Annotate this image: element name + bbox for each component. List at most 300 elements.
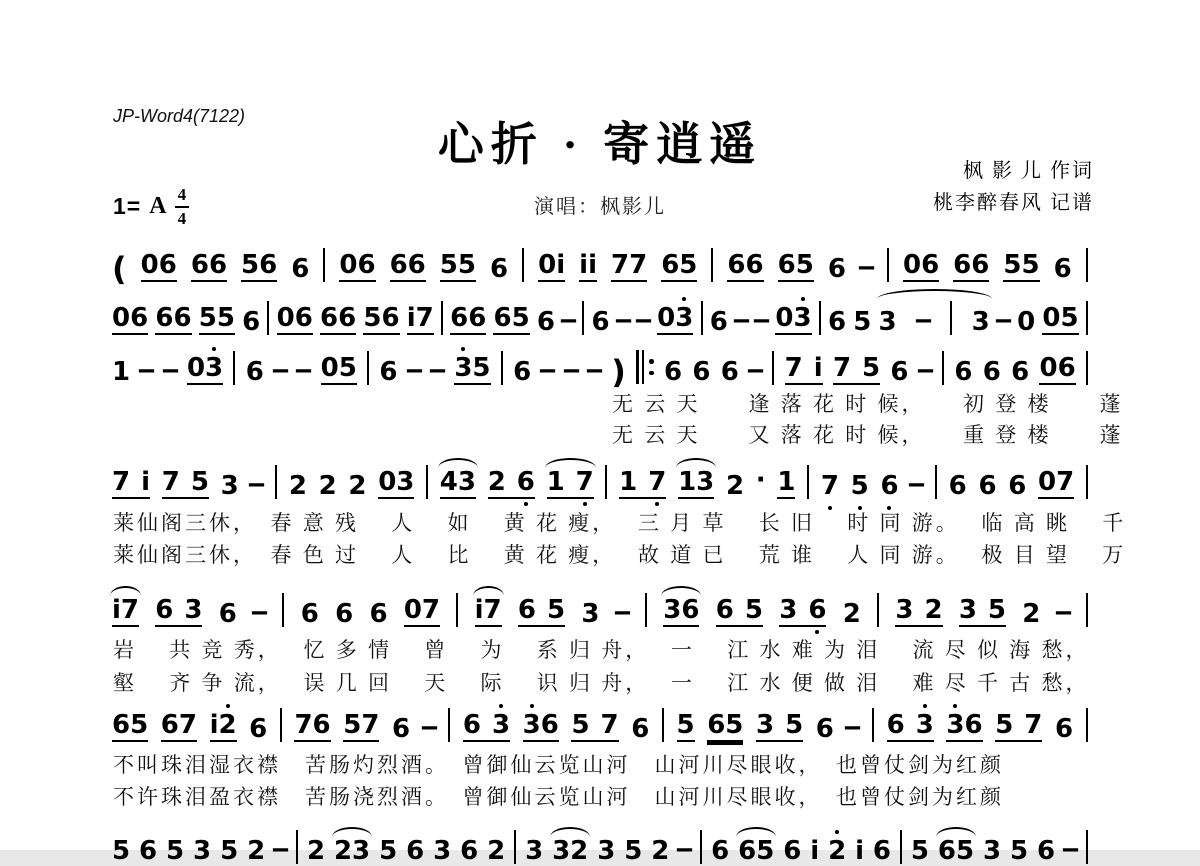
note-token <box>433 838 451 864</box>
note-token <box>1017 309 1035 335</box>
note-token <box>880 473 898 499</box>
note-char: 3 <box>916 712 934 738</box>
note-char: 6 <box>692 357 711 387</box>
note-token <box>954 359 972 385</box>
note-token <box>657 305 693 335</box>
note-char: 2 <box>1022 599 1041 629</box>
note-char: 7 <box>178 710 197 740</box>
note-token <box>915 355 936 385</box>
note-token <box>112 359 130 385</box>
octave-dot-above <box>226 704 230 708</box>
note-token <box>363 305 399 335</box>
note-char: 1 <box>678 467 697 497</box>
barline <box>1086 830 1088 864</box>
note-token <box>895 597 942 627</box>
note-token <box>538 252 565 282</box>
note-token <box>663 597 699 627</box>
barline <box>456 593 458 627</box>
note-token <box>343 712 379 742</box>
barline <box>233 351 235 385</box>
note-char: 7 <box>784 353 803 383</box>
note-token <box>379 359 397 385</box>
note-char: 6 <box>291 254 310 284</box>
note-token <box>162 469 209 499</box>
note-char: · <box>755 465 766 495</box>
note-char: 3 <box>982 836 1002 866</box>
note-char: 7 <box>361 710 380 740</box>
note-char: 6 <box>745 250 764 280</box>
note-char: 6 <box>218 599 237 629</box>
barline <box>448 708 450 742</box>
note-char: 0 <box>1039 353 1058 383</box>
tie-group <box>879 301 990 335</box>
note-token <box>597 838 615 864</box>
note-char: 7 <box>611 250 630 280</box>
note-token <box>911 838 929 864</box>
repeat-bar <box>636 350 639 384</box>
note-char: – <box>906 469 927 499</box>
singer-line: 演唱：枫影儿 <box>534 196 666 218</box>
note-token <box>440 469 476 499</box>
note-token <box>294 355 314 385</box>
note-char: – <box>612 597 632 627</box>
repeat-start-sign <box>636 349 654 385</box>
barline <box>942 351 944 385</box>
note-token <box>581 601 599 627</box>
note-char: 3 <box>895 595 914 625</box>
note-char: – <box>993 305 1014 335</box>
note-char: 6 <box>937 836 956 866</box>
note-token <box>710 309 728 335</box>
note-token <box>348 473 366 499</box>
note-token <box>1060 834 1081 864</box>
note-token <box>611 252 647 282</box>
note-char: 3 <box>492 712 510 738</box>
note-token <box>751 305 772 335</box>
barline <box>701 301 703 335</box>
note-char: 6 <box>335 599 354 629</box>
note-token <box>270 355 291 385</box>
note-char: – <box>1060 834 1081 864</box>
note-char: 2 <box>487 467 506 497</box>
note-char: 0 <box>140 250 159 280</box>
note-token <box>112 305 148 335</box>
barline <box>950 301 952 335</box>
note-char: 0 <box>186 353 206 383</box>
note-char: 6 <box>493 303 512 333</box>
barline <box>267 301 269 335</box>
note-char: 3 <box>193 836 212 866</box>
note-token <box>810 838 819 864</box>
note-token <box>571 712 618 742</box>
note-char: 7 <box>629 250 648 280</box>
note-token <box>906 469 927 499</box>
note-char: – <box>561 355 581 385</box>
repeat-dots <box>649 359 654 375</box>
lyric-line: 无 云 天 又 落 花 时 候， 重 登 楼 蓬 <box>612 423 1124 447</box>
song-title: 心折 · 寄逍遥 <box>437 119 763 170</box>
note-token <box>1039 355 1075 385</box>
note-char: 6 <box>312 710 331 740</box>
note-char: – <box>1053 597 1073 627</box>
note-char: 7 <box>415 303 434 333</box>
note-char: 3 <box>352 836 371 866</box>
note-char: 5 <box>679 250 698 280</box>
note-char: 6 <box>953 250 972 280</box>
note-char: 5 <box>744 595 763 625</box>
note-token <box>270 834 291 864</box>
note-char: 3 <box>779 595 798 625</box>
note-char: 6 <box>249 714 268 744</box>
slur-arc <box>936 827 976 837</box>
note-token <box>537 309 555 335</box>
barline <box>282 593 284 627</box>
note-char: 5 <box>910 836 929 866</box>
note-char: 5 <box>457 250 476 280</box>
note-char: 3 <box>220 471 239 501</box>
note-char: 3 <box>581 599 600 629</box>
barline <box>296 830 298 864</box>
note-char: i <box>556 250 566 280</box>
note-token <box>592 309 610 335</box>
barline <box>367 351 369 385</box>
note-token <box>816 716 834 742</box>
note-char: 6 <box>468 303 487 333</box>
note-char: 6 <box>872 836 892 866</box>
note-char: 6 <box>971 250 990 280</box>
note-char: 6 <box>663 357 683 387</box>
note-char: 2 <box>725 471 745 501</box>
note-token <box>487 838 505 864</box>
note-char: 6 <box>460 836 479 866</box>
note-token <box>873 838 891 864</box>
note-token <box>339 252 375 282</box>
note-token <box>903 252 939 282</box>
note-char: 4 <box>439 467 458 497</box>
note-token <box>220 838 238 864</box>
note-token <box>756 712 803 742</box>
note-token <box>853 309 871 335</box>
note-token <box>187 355 223 385</box>
note-token <box>440 252 476 282</box>
note-char: 6 <box>783 836 802 866</box>
note-char: – <box>270 355 291 385</box>
music-line-2 <box>112 293 1088 335</box>
note-char: 6 <box>130 303 149 333</box>
note-char: 6 <box>392 714 411 744</box>
note-token <box>419 712 439 742</box>
barline <box>662 708 664 742</box>
note-token <box>379 838 397 864</box>
note-char: 0 <box>276 303 295 333</box>
note-char: 3 <box>675 305 693 331</box>
note-char: 3 <box>696 467 715 497</box>
note-char: – <box>137 355 157 385</box>
barline <box>819 301 821 335</box>
note-char: 3 <box>552 836 571 866</box>
note-char: 2 <box>288 471 307 501</box>
note-token <box>155 305 191 335</box>
note-token <box>692 359 710 385</box>
barline <box>1086 351 1088 385</box>
note-token <box>678 469 714 499</box>
note-char: 6 <box>827 307 847 337</box>
note-char: 6 <box>517 469 535 495</box>
note-token <box>664 359 682 385</box>
note-token <box>953 252 989 282</box>
note-char: – <box>674 834 695 864</box>
note-char: 3 <box>793 305 811 331</box>
note-char: 5 <box>190 467 209 497</box>
note-char: 2 <box>828 838 846 864</box>
note-token <box>677 712 695 742</box>
note-char: 5 <box>338 353 357 383</box>
note-char: – <box>247 469 267 499</box>
music-line-1 <box>112 240 1088 289</box>
note-token <box>493 305 529 335</box>
note-char: 0 <box>538 250 557 280</box>
note-token <box>624 838 642 864</box>
note-char: 6 <box>738 836 757 866</box>
note-token <box>674 834 695 864</box>
note-char: 5 <box>546 595 566 625</box>
note-token <box>938 838 974 864</box>
note-char: 6 <box>139 836 158 866</box>
note-char: – <box>294 355 314 385</box>
barline <box>807 465 809 499</box>
note-token <box>547 469 594 499</box>
note-char: – <box>404 355 424 385</box>
note-token <box>1042 305 1078 335</box>
note-token <box>518 597 565 627</box>
note-char: 6 <box>631 714 650 744</box>
note-char: 5 <box>785 710 804 740</box>
note-char: 6 <box>661 250 680 280</box>
note-token <box>249 597 270 627</box>
barline <box>887 248 889 282</box>
barline <box>441 301 443 335</box>
note-token <box>247 469 267 499</box>
note-char: 0 <box>378 467 397 497</box>
note-char: i <box>474 595 484 625</box>
key-label: 1= <box>113 192 142 219</box>
note-token <box>450 305 486 335</box>
note-char: 3 <box>523 712 541 738</box>
barline <box>700 830 702 864</box>
barline <box>323 248 325 282</box>
slur-arc <box>332 827 372 837</box>
note-token <box>160 355 180 385</box>
note-token <box>828 838 846 864</box>
note-token <box>777 469 795 499</box>
note-char: 5 <box>795 250 814 280</box>
note-char: – <box>731 305 752 335</box>
note-char: 0 <box>112 303 131 333</box>
note-char: 5 <box>363 303 382 333</box>
note-char: 5 <box>995 710 1014 740</box>
octave-dot-above <box>530 704 534 708</box>
note-token <box>959 597 1006 627</box>
slur-arc <box>661 586 701 596</box>
note-char: 6 <box>711 836 730 866</box>
barline <box>772 351 774 385</box>
note-token <box>139 838 157 864</box>
note-token <box>289 473 307 499</box>
note-char: 5 <box>379 836 398 866</box>
note-token <box>711 838 729 864</box>
note-token <box>887 712 934 742</box>
note-char: 6 <box>155 595 174 625</box>
note-char: 6 <box>1053 254 1072 284</box>
note-token <box>972 309 990 335</box>
repeat-dot <box>649 359 654 364</box>
note-token <box>716 597 763 627</box>
slur-arc <box>545 458 596 468</box>
note-token <box>390 252 426 282</box>
note-char: – <box>915 355 936 385</box>
note-char: 5 <box>1010 836 1029 866</box>
note-token <box>949 473 967 499</box>
note-char: 6 <box>450 303 469 333</box>
note-token <box>1054 256 1072 282</box>
note-token <box>552 838 588 864</box>
note-char: – <box>913 305 933 335</box>
note-char: 3 <box>396 467 415 497</box>
note-token <box>523 712 559 742</box>
note-char: – <box>633 305 654 335</box>
music-line-4 <box>112 457 1088 499</box>
note-token <box>855 838 864 864</box>
note-token <box>731 305 752 335</box>
note-char: – <box>419 712 439 742</box>
note-char: 5 <box>220 836 239 866</box>
note-char: i <box>112 595 121 625</box>
note-token <box>661 252 697 282</box>
barline <box>1086 708 1088 742</box>
note-token <box>112 469 150 499</box>
octave-dot-above <box>923 704 927 708</box>
barline <box>872 708 874 742</box>
note-token <box>193 838 211 864</box>
note-char: 0 <box>1042 303 1061 333</box>
barline <box>522 248 524 282</box>
credits-block <box>933 155 1094 219</box>
lyric-line: 不叫珠泪湿衣襟 苦肠灼烈酒。 曾御仙云览山河 山河川尽眼收， 也曾仗剑为红颜 <box>113 753 1004 777</box>
note-char: 6 <box>245 357 264 387</box>
time-signature-bottom: 4 <box>177 209 187 228</box>
note-char: 6 <box>709 307 728 337</box>
note-char: 6 <box>921 250 940 280</box>
note-token <box>1008 473 1026 499</box>
note-token <box>463 712 510 742</box>
note-char: 5 <box>112 836 131 866</box>
note-char: 6 <box>259 250 278 280</box>
note-char: 3 <box>971 307 990 337</box>
note-char: 5 <box>1060 303 1079 333</box>
barline <box>877 593 879 627</box>
octave-dot-above <box>953 704 957 708</box>
note-char: 5 <box>472 353 491 383</box>
note-char: 3 <box>946 712 964 738</box>
slur-arc <box>736 827 776 837</box>
barline <box>1086 593 1088 627</box>
note-char: 6 <box>1057 353 1076 383</box>
note-char: 6 <box>112 710 131 740</box>
note-token <box>490 256 508 282</box>
note-char: 6 <box>300 599 319 629</box>
note-char: 5 <box>676 710 695 740</box>
note-token <box>161 712 197 742</box>
note-char: 3 <box>597 836 616 866</box>
note-char: 6 <box>1037 836 1056 866</box>
note-token <box>427 355 448 385</box>
note-char: 0 <box>1038 467 1057 497</box>
note-char: 7 <box>576 469 594 495</box>
note-char: 6 <box>591 307 610 337</box>
note-char: 3 <box>878 307 897 337</box>
note-char: – <box>427 355 448 385</box>
note-char: 7 <box>421 595 441 625</box>
note-token <box>404 597 440 627</box>
note-char: 6 <box>1054 714 1074 744</box>
note-char: 7 <box>112 467 131 497</box>
note-token <box>369 601 387 627</box>
note-char: – <box>270 834 291 864</box>
lyric-line: 不许珠泪盈衣襟 苦肠浇烈酒。 曾御仙云览山河 山河川尽眼收， 也曾仗剑为红颜 <box>113 785 1004 809</box>
note-token <box>246 359 264 385</box>
note-char: 5 <box>851 473 869 499</box>
octave-dot-above <box>682 297 686 301</box>
note-char: 2 <box>842 599 861 629</box>
lyric-line: 莱仙阁三休， 春 色 过 人 比 黄 花 瘦， 故 道 已 荒 谁 人 同 游。 极 目 望 万 <box>113 543 1127 567</box>
note-char: 5 <box>130 710 149 740</box>
barline <box>1086 248 1088 282</box>
note-char: 6 <box>808 597 826 623</box>
note-char: 6 <box>964 710 983 740</box>
note-token <box>983 359 1001 385</box>
note-char: 5 <box>955 836 975 866</box>
note-char: 1 <box>777 467 796 497</box>
note-token <box>738 838 774 864</box>
barline <box>426 465 428 499</box>
slur-arc <box>676 458 716 468</box>
lyricist-credit: 枫 影 儿 作词 <box>963 160 1094 182</box>
note-char: i <box>813 353 823 383</box>
note-char: 6 <box>982 357 1001 387</box>
note-token <box>321 355 357 385</box>
note-char: 7 <box>120 595 140 625</box>
note-token <box>219 601 237 627</box>
note-token <box>249 716 267 742</box>
note-char: 6 <box>406 836 425 866</box>
note-token <box>242 309 260 335</box>
note-char: 6 <box>190 250 209 280</box>
note-char: 7 <box>832 353 852 383</box>
note-char: 6 <box>720 357 739 387</box>
note-token <box>247 838 265 864</box>
time-signature-top: 4 <box>175 185 190 208</box>
note-token <box>613 305 634 335</box>
note-char: 5 <box>571 710 590 740</box>
note-char: 6 <box>173 303 192 333</box>
note-token <box>320 305 356 335</box>
note-token <box>983 838 1001 864</box>
octave-dot-below <box>655 502 659 506</box>
note-char: i <box>141 467 151 497</box>
note-char: 5 <box>166 836 185 866</box>
note-token <box>755 465 766 499</box>
note-char: 6 <box>727 250 746 280</box>
